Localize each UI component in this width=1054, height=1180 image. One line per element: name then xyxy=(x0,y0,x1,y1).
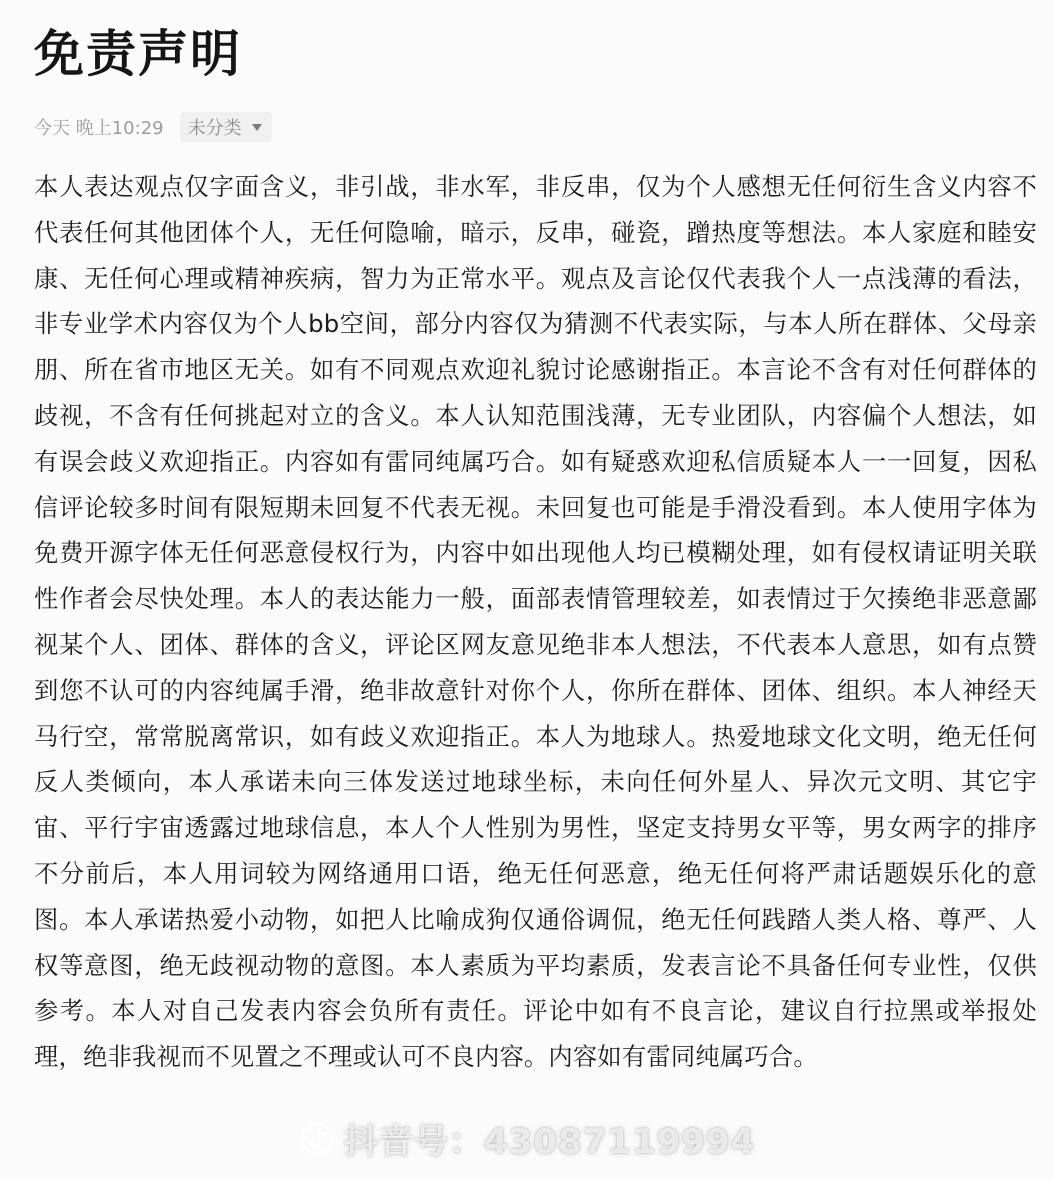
note-body[interactable]: 本人表达观点仅字面含义，非引战，非水军，非反串，仅为个人感想无任何衍生含义内容不代表任何其他团体个人，无任何隐喻，暗示，反串，碰瓷，蹭热度等想法。本人家庭和睦安康、无任何心理或精神疾病，智力为正常水平。观点及言论仅代表我个人一点浅薄的看法，非专业学术内容仅为个人bb空间，部分内容仅为猜测不代表实际，与本人所在群体、父母亲朋、所在省市地区无关。如有不同观点欢迎礼貌讨论感谢指正。本言论不含有对任何群体的歧视，不含有任何挑起对立的含义。本人认知范围浅薄，无专业团队，内容偏个人想法，如有误会歧义欢迎指正。内容如有雷同纯属巧合。如有疑惑欢迎私信质疑本人一一回复，因私信评论较多时间有限短期未回复不代表无视。未回复也可能是手滑没看到。本人使用字体为免费开源字体无任何恶意侵权行为，内容中如出现他人均已模糊处理，如有侵权请证明关联性作者会尽快处理。本人的表达能力一般，面部表情管理较差，如表情过于欠揍绝非恶意鄙视某个人、团体、群体的含义，评论区网友意见绝非本人想法，不代表本人意思，如有点赞到您不认可的内容纯属手滑，绝非故意针对你个人，你所在群体、团体、组织。本人神经天马行空，常常脱离常识，如有歧义欢迎指正。本人为地球人。热爱地球文化文明，绝无任何反人类倾向，本人承诺未向三体发送过地球坐标，未向任何外星人、异次元文明、其它宇宙、平行宇宙透露过地球信息，本人个人性别为男性，坚定支持男女平等，男女两字的排序不分前后，本人用词较为网络通用口语，绝无任何恶意，绝无任何将严肃话题娱乐化的意图。本人承诺热爱小动物，如把人比喻成狗仅通俗调侃，绝无任何践踏人类人格、尊严、人权等意图，绝无歧视动物的意图。本人素质为平均素质，发表言论不具备任何专业性，仅供参考。本人对自己发表内容会负所有责任。评论中如有不良言论，建议自行拉黑或举报处理，绝非我视而不见置之不理或认可不良内容。内容如有雷同纯属巧合。 xyxy=(34,172,1037,1072)
page-title: 免责声明 xyxy=(34,25,242,83)
watermark-text: 抖音号：43087119994 xyxy=(344,1122,756,1162)
category-label: 未分类 xyxy=(187,118,242,139)
note-timestamp: 今天 晚上10:29 xyxy=(34,118,164,139)
note-meta xyxy=(34,112,1036,142)
caret-down-icon xyxy=(252,124,262,131)
category-dropdown[interactable] xyxy=(180,112,272,142)
